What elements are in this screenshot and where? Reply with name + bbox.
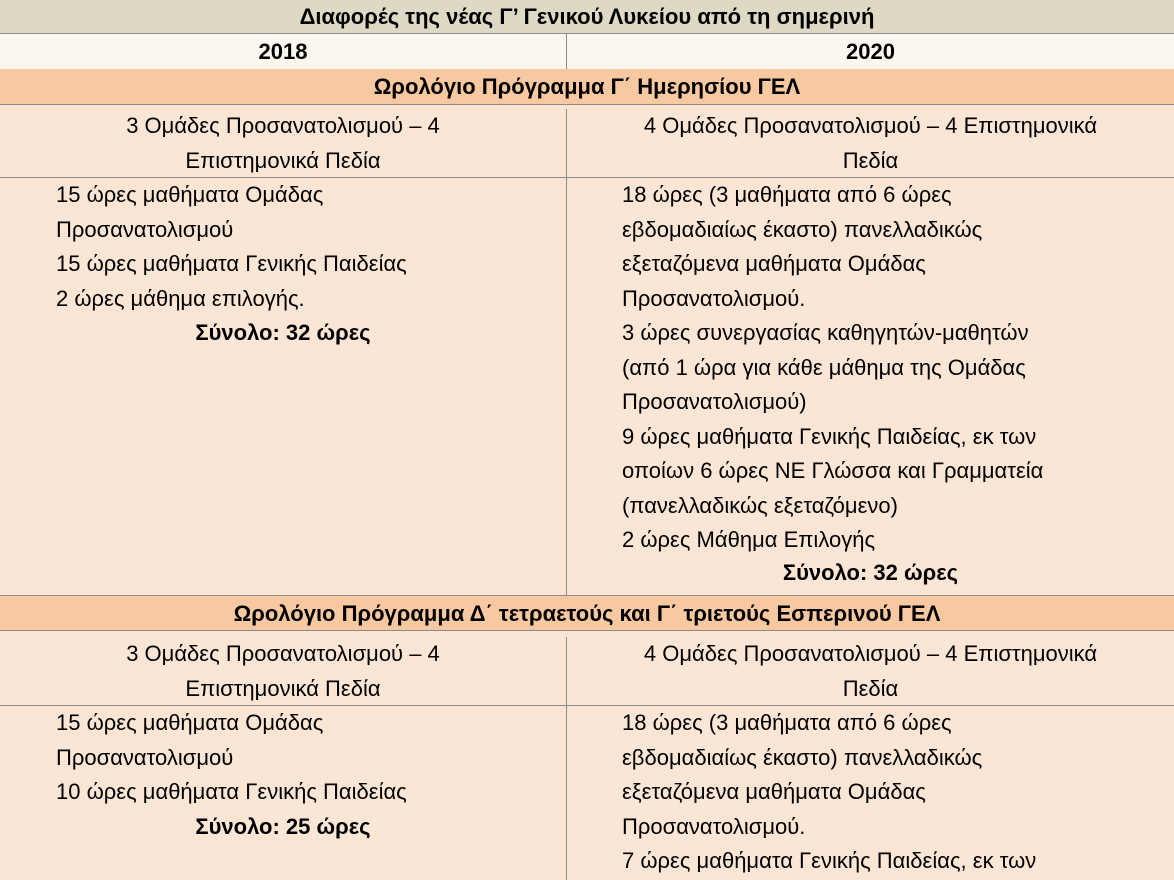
table-title: Διαφορές της νέας Γ’ Γενικού Λυκείου από τη σημερινή	[0, 0, 1174, 34]
text-line: 18 ώρες (3 μαθήματα από 6 ώρες	[622, 710, 952, 735]
hours-cell-2018	[0, 706, 566, 844]
text-line: 18 ώρες (3 μαθήματα από 6 ώρες	[622, 182, 952, 207]
text-line: 2 ώρες Μάθημα Επιλογής	[622, 527, 876, 552]
text-line: 10 ώρες μαθήματα Γενικής Παιδείας	[56, 779, 407, 804]
text-line: 4 Ομάδες Προσανατολισμού – 4 Επιστημονικά	[643, 641, 1098, 666]
groups-cell-2018	[0, 637, 566, 706]
text-line: εβδομαδιαίως έκαστο) πανελλαδικώς	[622, 744, 983, 770]
text-line: (πανελλαδικώς εξεταζόμενο)	[622, 492, 898, 518]
text-line: 3 ώρες συνεργασίας καθηγητών-μαθητών	[622, 320, 1029, 345]
hours-cell-2018	[0, 178, 566, 351]
groups-cell-2018	[0, 109, 566, 178]
text-line: 4 Ομάδες Προσανατολισμού – 4 Επιστημονικά	[643, 113, 1098, 138]
text-line: Πεδία	[842, 147, 899, 173]
section-heading-evening-school: Ωρολόγιο Πρόγραμμα Δ΄ τετραετούς και Γ΄ τριετούς Εσπερινού ΓΕΛ	[0, 595, 1174, 631]
year-2018-header: 2018	[258, 39, 308, 64]
column-divider	[566, 109, 567, 595]
year-2020-header: 2020	[846, 39, 895, 64]
total-hours: Σύνολο: 32 ώρες	[782, 559, 959, 585]
text-line: εξεταζόμενα μαθήματα Ομάδας	[622, 251, 926, 276]
section-heading-day-school: Ωρολόγιο Πρόγραμμα Γ΄ Ημερησίου ΓΕΛ	[0, 69, 1174, 105]
text-line: 15 ώρες μαθήματα Ομάδας	[56, 710, 324, 735]
hours-cell-2020	[567, 178, 1174, 588]
year-header-row	[0, 34, 1174, 70]
text-line: 15 ώρες μαθήματα Ομάδας	[56, 182, 324, 207]
text-line: 9 ώρες μαθήματα Γενικής Παιδείας, εκ των	[622, 423, 1037, 449]
text-line: Πεδία	[842, 675, 899, 701]
text-line: (από 1 ώρα για κάθε μάθημα της Ομάδας	[622, 354, 1026, 380]
column-divider	[566, 637, 567, 880]
groups-cell-2020	[567, 109, 1174, 178]
text-line: Προσανατολισμού.	[622, 285, 806, 311]
text-line: Προσανατολισμού	[56, 216, 234, 242]
total-hours: Σύνολο: 32 ώρες	[195, 320, 371, 345]
text-line: 3 Ομάδες Προσανατολισμού – 4	[126, 641, 440, 666]
groups-cell-2020	[567, 637, 1174, 706]
text-line: 15 ώρες μαθήματα Γενικής Παιδείας	[56, 251, 407, 276]
text-line: Προσανατολισμού.	[622, 813, 806, 839]
text-line: οποίων 6 ώρες ΝΕ Γλώσσα και Γραμματεία	[622, 458, 1044, 483]
total-hours: Σύνολο: 25 ώρες	[195, 813, 371, 839]
hours-cell-2020	[567, 706, 1174, 879]
text-line: Επιστημονικά Πεδία	[185, 147, 381, 173]
text-line: εβδομαδιαίως έκαστο) πανελλαδικώς	[622, 216, 983, 242]
column-divider	[566, 34, 567, 69]
text-line: 2 ώρες μάθημα επιλογής.	[56, 285, 305, 311]
text-line: εξεταζόμενα μαθήματα Ομάδας	[622, 779, 926, 804]
text-line: Προσανατολισμού	[56, 744, 234, 770]
text-line: Προσανατολισμού)	[622, 389, 807, 414]
text-line: 3 Ομάδες Προσανατολισμού – 4	[126, 113, 440, 138]
text-line: Επιστημονικά Πεδία	[185, 675, 381, 701]
text-line: 7 ώρες μαθήματα Γενικής Παιδείας, εκ των	[622, 848, 1037, 873]
